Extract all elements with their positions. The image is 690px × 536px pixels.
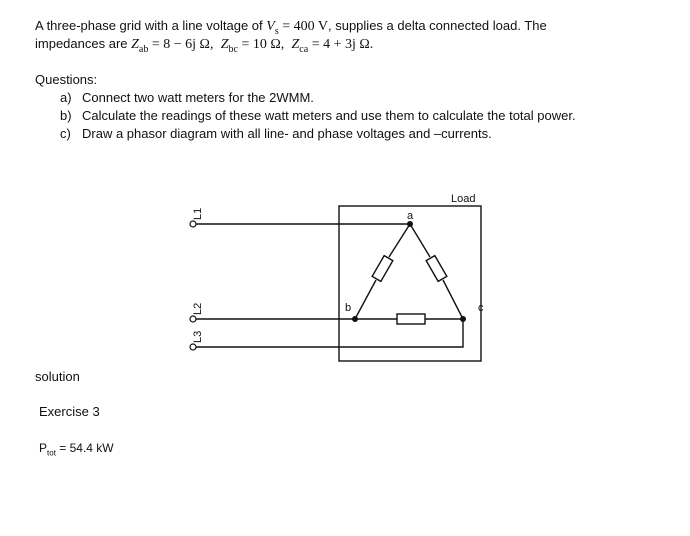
branch-ac-wire-1 [410,224,430,257]
terminal-l2 [190,316,196,322]
terminal-l3 [190,344,196,350]
impedance-zbc [397,314,425,324]
ptot-result: $P_{tot} = 54.4$ kW [39,441,114,458]
problem-line-2: impedances are $Z_{ab} = 8 - 6j$ Ω, $Z_{bc} = 10$ Ω, $Z_{ca} = 4 + 3j$ Ω. [35,36,374,55]
zbc-value: $Z_{bc} = 10$ Ω, [220,37,285,55]
branch-ab-wire-1 [389,224,410,257]
question-a: a) Connect two watt meters for the 2WMM. [60,90,314,105]
terminal-l1 [190,221,196,227]
question-c: c) Draw a phasor diagram with all line- and phase voltages and –currents. [60,126,492,141]
terminal-label-l2: L2 [192,302,204,315]
load-label: Load [451,193,476,205]
impedance-zab [372,256,393,282]
problem-line-1: A three-phase grid with a line voltage of $V_s = 400$ V, supplies a delta connected load. The [35,18,547,37]
node-label-c: c [478,302,484,314]
branch-ab-wire-2 [355,280,376,319]
exercise-label: Exercise 3 [39,404,100,419]
solution-label: solution [35,369,80,384]
node-c-dot [460,316,466,322]
question-b: b) Calculate the readings of these watt meters and use them to calculate the total power. [60,108,576,123]
node-label-a: a [407,210,414,222]
zca-value: $Z_{ca} = 4 + 3j$ Ω. [291,37,374,55]
load-box [339,206,481,361]
node-b-dot [352,316,358,322]
questions-heading: Questions: [35,72,98,87]
terminal-label-l3: L3 [192,330,204,343]
vs-symbol: $V_s = 400$ V [266,19,328,37]
terminal-label-l1: L1 [192,207,204,220]
zab-value: $Z_{ab} = 8 - 6j$ Ω, [131,37,214,55]
branch-ac-wire-2 [443,280,463,319]
impedance-zca [426,256,447,282]
node-label-b: b [345,302,352,314]
